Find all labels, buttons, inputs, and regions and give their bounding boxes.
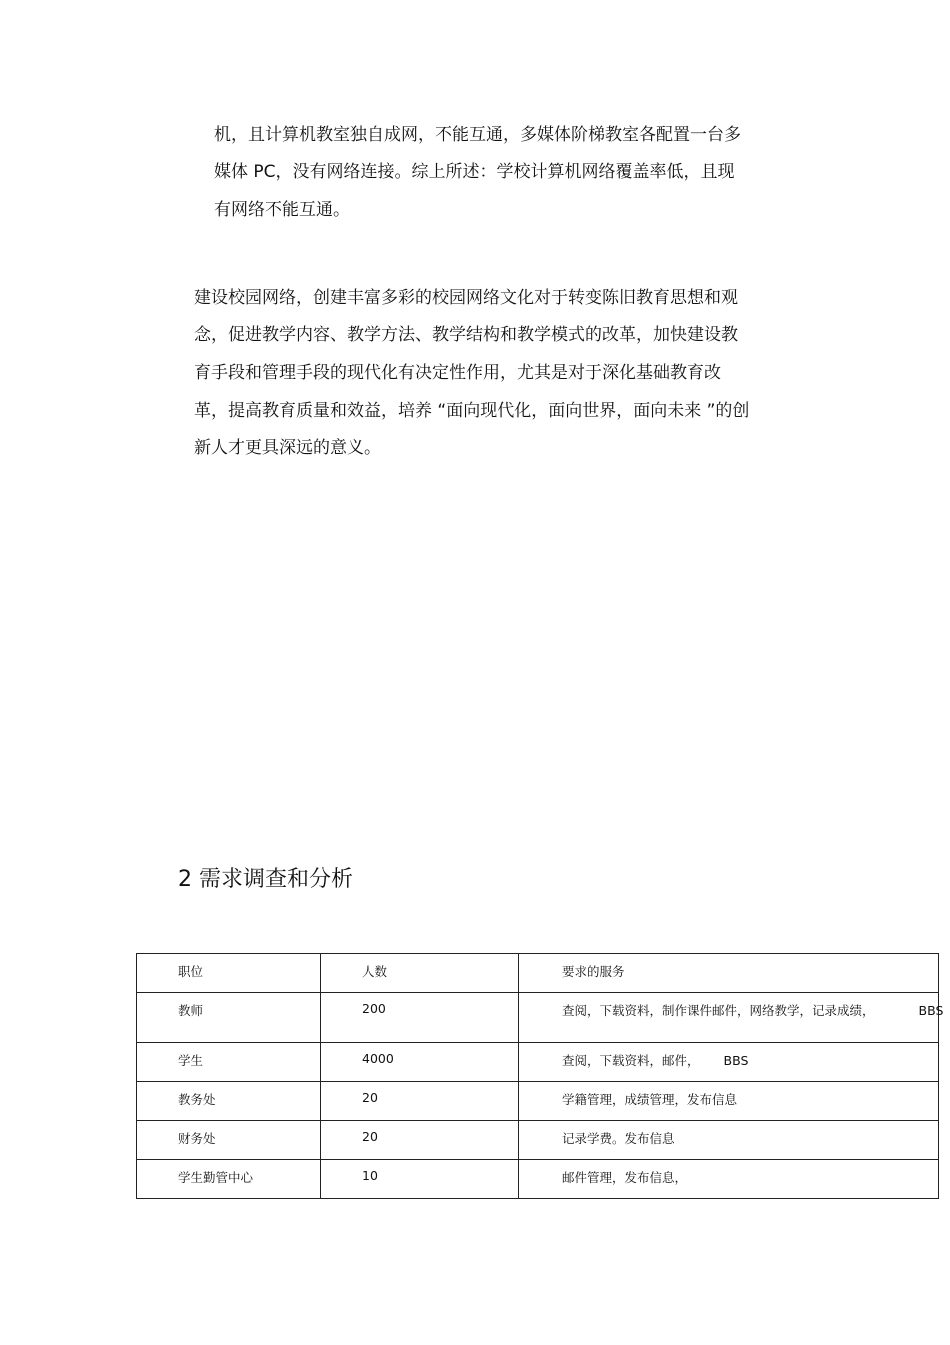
table-row xyxy=(137,1043,939,1082)
paragraph-1-line-2: 媒体 PC，没有网络连接。综上所述：学校计算机网络覆盖率低，且现 xyxy=(214,162,735,182)
service-extra: BBS xyxy=(918,1003,944,1018)
cell-count: 200 xyxy=(321,993,519,1043)
service-text: 查阅，下载资料，邮件， xyxy=(562,1053,700,1068)
requirements-table xyxy=(136,953,944,1199)
table-row xyxy=(137,1160,939,1199)
cell-service: 记录学费。发布信息 xyxy=(519,1121,939,1160)
paragraph-2-line-1: 建设校园网络，创建丰富多彩的校园网络文化对于转变陈旧教育思想和观 xyxy=(194,288,738,308)
paragraph-1-line-3: 有网络不能互通。 xyxy=(214,200,350,220)
table-row xyxy=(137,1082,939,1121)
service-extra: BBS xyxy=(723,1053,749,1068)
header-role: 职位 xyxy=(137,954,321,993)
header-service: 要求的服务 xyxy=(519,954,939,993)
section-heading: 2 需求调查和分析 xyxy=(178,867,353,892)
cell-count: 20 xyxy=(321,1121,519,1160)
paragraph-2-line-5: 新人才更具深远的意义。 xyxy=(194,438,381,458)
cell-service xyxy=(519,1043,939,1082)
cell-count: 10 xyxy=(321,1160,519,1199)
cell-role: 学生 xyxy=(137,1043,321,1082)
paragraph-2-line-2: 念，促进教学内容、教学方法、教学结构和教学模式的改革，加快建设教 xyxy=(194,325,738,345)
paragraph-2-line-3: 育手段和管理手段的现代化有决定性作用，尤其是对于深化基础教育改 xyxy=(194,363,721,383)
paragraph-1-line-1: 机，且计算机教室独自成网，不能互通，多媒体阶梯教室各配置一台多 xyxy=(214,125,741,145)
cell-role: 学生勤管中心 xyxy=(137,1160,321,1199)
table-row xyxy=(137,1121,939,1160)
service-text: 查阅，下载资料，制作课件邮件，网络教学，记录成绩， xyxy=(562,1003,875,1018)
paragraph-2-line-4: 革，提高教育质量和效益，培养 “面向现代化，面向世界，面向未来 ”的创 xyxy=(194,401,750,421)
header-count: 人数 xyxy=(321,954,519,993)
cell-role: 财务处 xyxy=(137,1121,321,1160)
table-row xyxy=(137,993,939,1043)
cell-role: 教师 xyxy=(137,993,321,1043)
cell-role: 教务处 xyxy=(137,1082,321,1121)
cell-service: 学籍管理，成绩管理，发布信息 xyxy=(519,1082,939,1121)
table-header-row xyxy=(137,954,939,993)
cell-service xyxy=(519,993,944,1043)
cell-service: 邮件管理，发布信息， xyxy=(519,1160,939,1199)
cell-count: 20 xyxy=(321,1082,519,1121)
cell-count: 4000 xyxy=(321,1043,519,1082)
